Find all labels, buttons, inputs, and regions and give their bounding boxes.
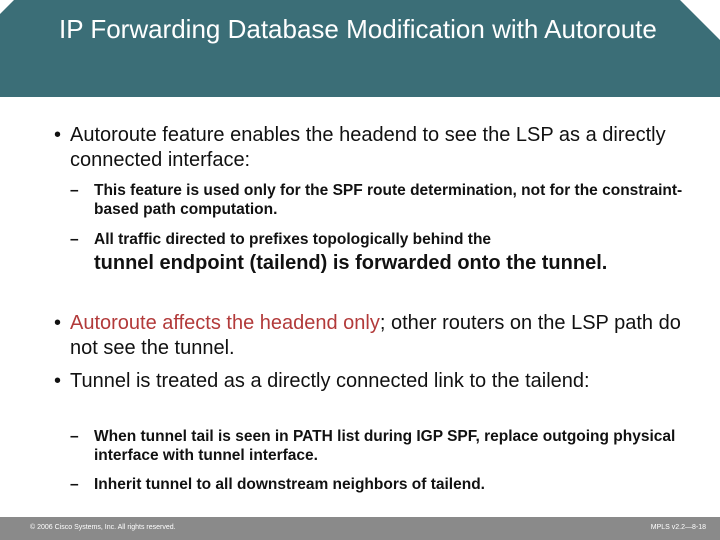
bullet-text: Tunnel is treated as a directly connected link to the tailend: xyxy=(70,370,590,392)
footer-bar xyxy=(0,517,720,540)
sub-bullet-text: When tunnel tail is seen in PATH list during IGP SPF, replace outgoing physical interface with tunnel interface. xyxy=(94,428,676,464)
sub-bullet-inherit-tunnel xyxy=(70,475,684,494)
bullet-marker: • xyxy=(54,124,62,146)
slide-title: IP Forwarding Database Modification with Autoroute xyxy=(59,14,657,44)
bullet-text: Autoroute feature enables the headend to see the LSP as a directly connected interface: xyxy=(70,124,666,171)
sub-bullet-text: Inherit tunnel to all downstream neighbors of tailend. xyxy=(94,476,485,493)
dash-marker: – xyxy=(70,231,79,248)
bullet-accent-text: Autoroute affects the headend only xyxy=(70,312,380,334)
slide-number: MPLS v2.2—8-18 xyxy=(650,524,706,531)
bullet-text: ; other routers on the LSP path do not see the tunnel. xyxy=(70,312,681,359)
bullet-autoroute-feature xyxy=(54,123,690,173)
sub-bullet-tunnel-tail xyxy=(70,427,684,465)
bullet-directly-connected xyxy=(54,369,690,394)
dash-marker: – xyxy=(70,476,79,493)
dash-marker: – xyxy=(70,182,79,199)
corner-notch-left xyxy=(0,0,14,14)
dash-marker: – xyxy=(70,428,79,445)
bullet-headend-only xyxy=(54,311,690,361)
copyright-notice: © 2006 Cisco Systems, Inc. All rights reserved. xyxy=(30,524,176,531)
bullet-marker: • xyxy=(54,312,62,334)
bullet-marker: • xyxy=(54,370,62,392)
sub-bullet-traffic-directed xyxy=(70,230,684,249)
corner-notch-right xyxy=(680,0,720,40)
sub-bullet-text-continued: tunnel endpoint (tailend) is forwarded onto the tunnel. xyxy=(94,252,608,274)
title-bar xyxy=(0,0,720,97)
sub-bullet-text: This feature is used only for the SPF route determination, not for the constraint-based path computation. xyxy=(94,182,683,218)
sub-bullet-traffic-continued xyxy=(94,251,684,276)
sub-bullet-text: All traffic directed to prefixes topologically behind the xyxy=(94,231,492,248)
sub-bullet-spf-only xyxy=(70,181,684,219)
